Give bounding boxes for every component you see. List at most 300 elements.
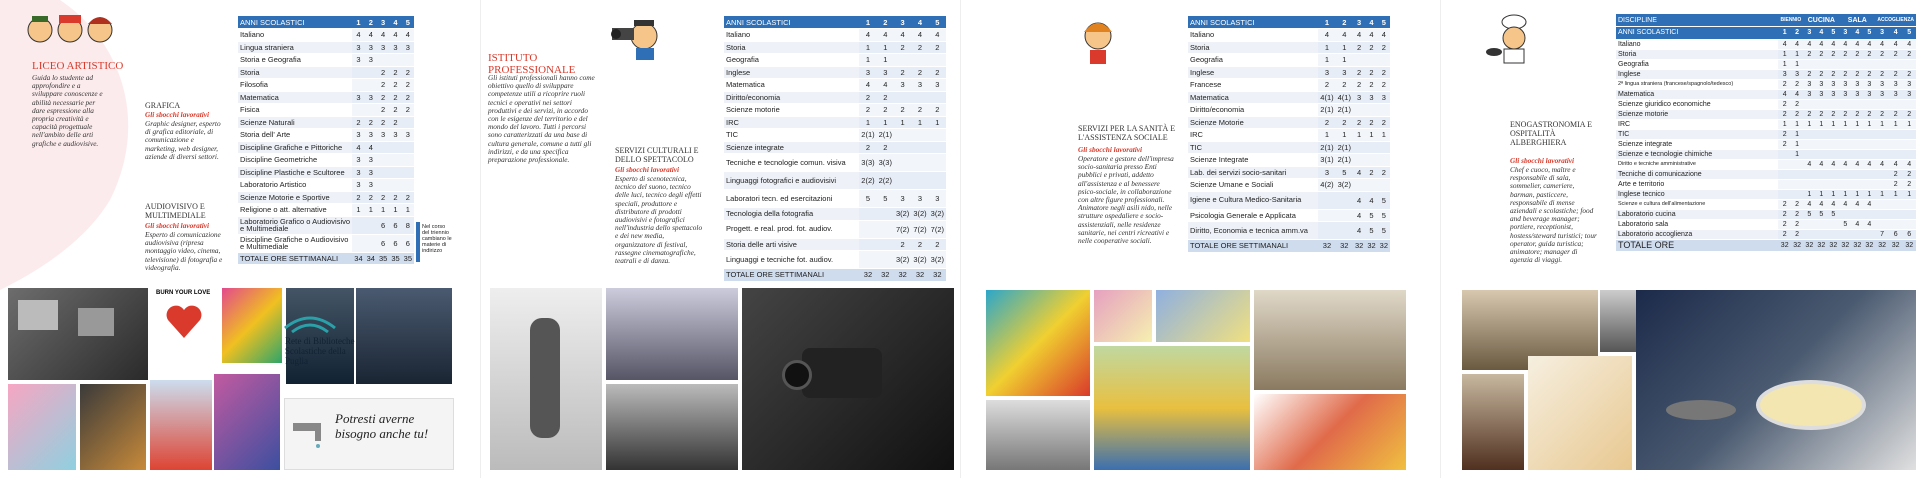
note-marker: [416, 222, 420, 262]
hours-cell: 1: [1353, 129, 1365, 142]
subject-cell: Francese: [1188, 79, 1318, 92]
hours-cell: 2: [377, 104, 389, 117]
hours-cell: 4(1): [1320, 92, 1334, 102]
hours-cell: 2: [352, 191, 364, 204]
photo-gallery-screens: [356, 288, 452, 384]
total-value: 32: [877, 269, 894, 282]
section-name: SERVIZI PER LA SANITÀ E L'ASSISTENZA SOCIALE: [1078, 124, 1176, 142]
table-header-group: ACCOGLIENZA: [1875, 14, 1916, 27]
photo-filming: [606, 384, 738, 470]
hours-cell: 1: [1336, 129, 1353, 142]
hours-cell: 2: [1815, 109, 1827, 119]
table-row: [238, 141, 414, 154]
hours-cell: [894, 91, 911, 104]
total-label: TOTALE ORE: [1616, 239, 1778, 252]
hours-cell: [1839, 209, 1851, 219]
hours-cell: 2: [1336, 79, 1353, 92]
hours-cell: 2: [1839, 69, 1851, 79]
hours-cell: 1: [1365, 129, 1377, 142]
total-value: 35: [391, 253, 400, 263]
hours-cell: 3: [352, 54, 364, 67]
hours-cell: 4: [365, 29, 377, 42]
hours-cell: [1902, 199, 1916, 209]
subject-cell: Scienze giuridico economiche: [1616, 99, 1778, 109]
hours-cell: 1: [1863, 119, 1875, 129]
table-row: [724, 79, 946, 92]
table-header-year: 3: [1839, 27, 1851, 40]
hours-cell: [1353, 154, 1365, 167]
hours-cell: 2: [1889, 109, 1903, 119]
hours-cell: 3: [1365, 91, 1377, 104]
table-row: [1188, 191, 1390, 209]
hours-cell: 1: [1791, 129, 1803, 139]
hours-cell: [1851, 169, 1863, 179]
hours-cell: [1378, 154, 1390, 167]
hours-cell: 3: [1318, 66, 1335, 79]
table-row: [238, 116, 414, 129]
hours-cell: [1815, 99, 1827, 109]
table-header-year: 2: [1336, 16, 1353, 29]
schedule-table: [238, 16, 414, 265]
hours-cell: 3: [352, 129, 364, 142]
hours-cell: [1839, 129, 1851, 139]
hours-cell: [1875, 59, 1889, 69]
hours-cell: [1815, 179, 1827, 189]
hours-cell: [1889, 149, 1903, 159]
heart-icon: [164, 302, 204, 342]
table-header-year: 5: [1827, 27, 1839, 40]
table-header-year: 1: [352, 16, 364, 29]
girl-mascot-icon: [1078, 14, 1118, 66]
hours-cell: 1: [1827, 189, 1839, 199]
hours-cell: 1: [877, 116, 894, 129]
table-header-disciplines: DISCIPLINE: [1616, 14, 1778, 27]
subject-cell: Scienze e tecnologie chimiche: [1616, 149, 1778, 159]
hours-cell: [1815, 169, 1827, 179]
total-label: TOTALE ORE SETTIMANALI: [238, 252, 352, 265]
hours-cell: 1: [1863, 189, 1875, 199]
hours-cell: [1318, 222, 1335, 240]
hours-cell: [929, 141, 946, 154]
table-row: [724, 129, 946, 142]
hours-cell: 2: [1318, 79, 1335, 92]
hours-cell: [929, 54, 946, 67]
hours-cell: 1: [1803, 189, 1815, 199]
hours-cell: 2: [894, 104, 911, 117]
hours-cell: 4: [352, 141, 364, 154]
hours-cell: 2: [1875, 49, 1889, 59]
hours-cell: 4: [1863, 199, 1875, 209]
cameraman-mascot-icon: [610, 14, 662, 60]
hours-cell: 2: [1889, 49, 1903, 59]
hours-cell: 4: [1365, 29, 1377, 42]
table-row: [1188, 209, 1390, 222]
total-value: 32: [1902, 239, 1916, 252]
hours-cell: 4: [1902, 159, 1916, 169]
table-header-year: 2: [877, 16, 894, 29]
hours-cell: 1: [1827, 119, 1839, 129]
hours-cell: [877, 251, 894, 269]
hours-cell: 5: [877, 190, 894, 208]
subject-cell: Storia e Geografia: [238, 54, 352, 67]
hours-cell: [1875, 129, 1889, 139]
hours-cell: 2: [1902, 169, 1916, 179]
hours-cell: 2: [859, 141, 876, 154]
hours-cell: 2: [1378, 166, 1390, 179]
hours-cell: 3: [1889, 89, 1903, 99]
hours-cell: [1353, 141, 1365, 154]
subject-cell: Religione o att. alternative: [238, 204, 352, 217]
photo-paper-boats: [1254, 394, 1406, 470]
hours-cell: 2: [389, 79, 401, 92]
total-value: 32: [1778, 239, 1790, 252]
table-header-label: ANNI SCOLASTICI: [1616, 27, 1778, 40]
table-row: [724, 220, 946, 238]
hours-cell: 3: [1803, 89, 1815, 99]
hours-cell: 1: [859, 41, 876, 54]
hours-cell: 2: [389, 104, 401, 117]
hours-cell: 4: [1815, 39, 1827, 49]
hours-cell: [1827, 59, 1839, 69]
hours-cell: 2: [1778, 199, 1790, 209]
hours-cell: 2: [1778, 139, 1790, 149]
subject-cell: TIC: [1616, 129, 1778, 139]
hours-cell: [352, 104, 364, 117]
hours-cell: [389, 54, 401, 67]
subject-cell: Laboratorio Artistico: [238, 179, 352, 192]
total-value: 32: [1851, 239, 1863, 252]
hours-cell: 1: [1336, 41, 1353, 54]
hours-cell: [389, 166, 401, 179]
table-row: [238, 104, 414, 117]
hours-cell: [1815, 59, 1827, 69]
hours-cell: 4: [1365, 191, 1377, 209]
hours-cell: [1778, 149, 1790, 159]
hours-cell: [1378, 141, 1390, 154]
hours-cell: 2: [1378, 66, 1390, 79]
hours-cell: [1875, 209, 1889, 219]
hours-cell: 2: [911, 66, 928, 79]
table-row: [1188, 66, 1390, 79]
hours-cell: [352, 234, 364, 252]
table-row: [1616, 89, 1916, 99]
hours-cell: 2: [377, 191, 389, 204]
hours-cell: [1336, 222, 1353, 240]
hours-cell: 2: [1365, 79, 1377, 92]
hours-cell: [1902, 59, 1916, 69]
hours-cell: 2: [1839, 109, 1851, 119]
total-value: 32: [1791, 239, 1803, 252]
table-header-year: 4: [1815, 27, 1827, 40]
table-row: [238, 54, 414, 67]
subject-cell: Laboratorio Grafico o Audiovisivo e Multimediale: [238, 216, 352, 234]
subject-cell: TIC: [724, 129, 859, 142]
section-name: GRAFICA: [145, 101, 181, 110]
hours-cell: [1365, 54, 1377, 67]
hours-cell: [894, 141, 911, 154]
hours-cell: [911, 91, 928, 104]
subject-cell: Scienze integrate: [724, 141, 859, 154]
hours-cell: 2: [1902, 179, 1916, 189]
hours-cell: 3(3): [877, 154, 894, 172]
table-header-year: 3: [1875, 27, 1889, 40]
hours-cell: 3: [1791, 69, 1803, 79]
hours-cell: 2: [389, 116, 401, 129]
hours-cell: [1318, 191, 1335, 209]
subject-cell: Inglese: [724, 66, 859, 79]
library-network-icon: [280, 306, 340, 336]
hours-cell: 3: [1863, 89, 1875, 99]
schedule-table: [1188, 16, 1390, 253]
panel-liceo-artistico: [0, 0, 480, 478]
hours-cell: [1336, 191, 1353, 209]
hours-cell: [1827, 229, 1839, 239]
hours-cell: [929, 91, 946, 104]
subject-cell: Scienze Umane e Sociali: [1188, 179, 1318, 192]
table-body: [1616, 39, 1916, 239]
table-row: [1188, 154, 1390, 167]
subject-cell: Geografia: [1188, 54, 1318, 67]
hours-cell: 1: [1889, 119, 1903, 129]
hours-cell: [929, 129, 946, 142]
hours-cell: 1: [1902, 119, 1916, 129]
hours-cell: [377, 54, 389, 67]
photo-outdoor-game: [1254, 290, 1406, 390]
table-row: [724, 29, 946, 42]
hours-cell: 4: [365, 141, 377, 154]
table-row: [1188, 141, 1390, 154]
table-header-year: 5: [929, 16, 946, 29]
section-name: AUDIOVISIVO E MULTIMEDIALE: [145, 202, 206, 220]
hours-cell: 4: [1839, 199, 1851, 209]
hours-cell: 3: [894, 79, 911, 92]
hours-cell: 2: [1851, 69, 1863, 79]
table-row: [1616, 219, 1916, 229]
hours-cell: 1: [1378, 129, 1390, 142]
hours-cell: [1815, 139, 1827, 149]
table-header-year: 4: [911, 16, 928, 29]
hours-cell: [929, 172, 946, 190]
hours-cell: [1378, 104, 1390, 117]
subject-cell: Inglese tecnico: [1616, 189, 1778, 199]
table-row: [724, 54, 946, 67]
section-jobs-label: Gli sbocchi lavorativi: [145, 110, 210, 119]
hours-cell: [1803, 129, 1815, 139]
hours-cell: 3: [1778, 69, 1790, 79]
hours-cell: 2: [1378, 79, 1390, 92]
total-value: 32: [1815, 239, 1827, 252]
hours-cell: 3: [389, 41, 401, 54]
hours-cell: 4: [1875, 159, 1889, 169]
hours-cell: 3: [1889, 79, 1903, 89]
total-value: 32: [1336, 240, 1353, 253]
total-value: 32: [929, 269, 946, 282]
hours-cell: 3: [365, 41, 377, 54]
hours-cell: [894, 54, 911, 67]
table-header-group: BIENNIO: [1778, 14, 1803, 27]
hours-cell: 3: [1353, 91, 1365, 104]
subject-cell: Tecniche di comunicazione: [1616, 169, 1778, 179]
total-value: 34: [354, 253, 363, 263]
subject-cell: Storia: [238, 66, 352, 79]
subject-cell: Discipline Geometriche: [238, 154, 352, 167]
table-body: [724, 29, 946, 269]
hours-cell: 2: [1791, 199, 1803, 209]
hours-cell: 4: [1827, 159, 1839, 169]
table-row: [1616, 199, 1916, 209]
hours-cell: 3: [402, 41, 414, 54]
hours-cell: 2: [377, 66, 389, 79]
hours-cell: [1353, 54, 1365, 67]
hours-cell: [1889, 129, 1903, 139]
table-header-label: ANNI SCOLASTICI: [724, 16, 859, 29]
hours-cell: [1851, 139, 1863, 149]
hours-cell: [1803, 229, 1815, 239]
total-value: 32: [1863, 239, 1875, 252]
table-header-year: 3: [1803, 27, 1815, 40]
hours-cell: [1803, 99, 1815, 109]
total-value: 32: [1875, 239, 1889, 252]
table-header-year: 5: [402, 16, 414, 29]
hours-cell: [1851, 99, 1863, 109]
hours-cell: 4: [389, 29, 401, 42]
hours-cell: [1839, 139, 1851, 149]
table-header-year: 1: [1318, 16, 1335, 29]
table-header-year: 4: [389, 16, 401, 29]
subject-cell: Storia: [1616, 49, 1778, 59]
total-value: 35: [403, 253, 412, 263]
hours-cell: 2: [1353, 116, 1365, 129]
hours-cell: 3: [377, 129, 389, 142]
section-jobs: Esperto di comunicazione audiovisiva (ripresa montaggio video, cinema, televisione) di fotografia e videografia.: [145, 230, 223, 272]
hours-cell: 4: [1336, 29, 1353, 42]
table-row: [1616, 169, 1916, 179]
hours-cell: [1863, 59, 1875, 69]
hours-cell: 1: [365, 204, 377, 217]
table-row: [1616, 109, 1916, 119]
hours-cell: 1: [352, 204, 364, 217]
hours-cell: 2: [1902, 49, 1916, 59]
hours-cell: 2(1): [1320, 105, 1334, 115]
hours-cell: [352, 79, 364, 92]
hours-cell: [1365, 179, 1377, 192]
hours-cell: 2: [1791, 219, 1803, 229]
hours-cell: 5: [1365, 222, 1377, 240]
subject-cell: TIC: [1188, 141, 1318, 154]
hours-cell: 2: [1778, 79, 1790, 89]
hours-cell: 3(2): [894, 251, 911, 269]
hours-cell: [1827, 149, 1839, 159]
section-name: SERVIZI CULTURALI E DELLO SPETTACOLO: [615, 146, 699, 164]
hours-cell: 1: [859, 54, 876, 67]
total-label: TOTALE ORE SETTIMANALI: [724, 269, 859, 282]
hours-cell: 1: [859, 116, 876, 129]
hours-cell: 6: [402, 234, 414, 252]
hours-cell: 4: [1863, 219, 1875, 229]
hours-cell: [1851, 179, 1863, 189]
hours-cell: 4: [1353, 166, 1365, 179]
hours-cell: [377, 154, 389, 167]
table-header-year: 1: [1778, 27, 1790, 40]
hours-cell: 2: [1353, 66, 1365, 79]
hours-cell: 2: [377, 79, 389, 92]
hours-cell: 5: [1365, 209, 1377, 222]
hours-cell: 5: [859, 190, 876, 208]
hours-cell: 2: [402, 104, 414, 117]
schedule-table: [724, 16, 946, 282]
photo-computer-lab: [8, 288, 148, 380]
table-row: [724, 91, 946, 104]
hours-cell: 3: [859, 66, 876, 79]
hours-cell: [911, 54, 928, 67]
hours-cell: 2: [911, 41, 928, 54]
hours-cell: 2: [894, 66, 911, 79]
table-row: [724, 116, 946, 129]
table-row: [238, 129, 414, 142]
hours-cell: 4: [1889, 159, 1903, 169]
hours-cell: 3: [352, 91, 364, 104]
hours-cell: 1: [1902, 189, 1916, 199]
subject-cell: Lab. dei servizi socio-sanitari: [1188, 166, 1318, 179]
hours-cell: [1875, 219, 1889, 229]
poster-slogan: Potresti averne bisogno anche tu!: [335, 411, 429, 441]
hours-cell: 2: [859, 91, 876, 104]
table-row: [1616, 159, 1916, 169]
hours-cell: 3: [911, 79, 928, 92]
total-value: 32: [1827, 239, 1839, 252]
table-row: [238, 79, 414, 92]
hours-cell: 2: [1353, 79, 1365, 92]
hours-cell: 3: [365, 154, 377, 167]
hours-cell: [1791, 179, 1803, 189]
hours-cell: [1851, 229, 1863, 239]
hours-cell: [1803, 169, 1815, 179]
school-description: Guida lo studente ad approfondire e a sviluppare conoscenze e abilità necessarie per dare espressione alla propria creatività e capacità progettuale nell'ambito delle arti grafiche e audiovisive.: [32, 73, 103, 148]
hours-cell: 4: [929, 29, 946, 42]
table-row: [1188, 222, 1390, 240]
hours-cell: 2: [1827, 69, 1839, 79]
hours-cell: 4: [1791, 39, 1803, 49]
hours-cell: [402, 166, 414, 179]
hours-cell: 1: [1778, 49, 1790, 59]
hours-cell: 4: [859, 29, 876, 42]
faucet-icon: [289, 409, 329, 449]
hours-cell: 3: [352, 166, 364, 179]
hours-cell: 4: [1863, 39, 1875, 49]
hours-cell: 2: [1803, 109, 1815, 119]
photo-kids-room: [1156, 290, 1250, 342]
hours-cell: 4: [1803, 199, 1815, 209]
hours-cell: [365, 216, 377, 234]
table-total-row: [1616, 239, 1916, 252]
hours-cell: 3(2): [930, 209, 944, 219]
section-jobs-label: Gli sbocchi lavorativi: [1510, 156, 1575, 165]
table-row: [724, 238, 946, 251]
hours-cell: 6: [1902, 229, 1916, 239]
hours-cell: 1: [402, 204, 414, 217]
hours-cell: 5: [1815, 209, 1827, 219]
hours-cell: [1378, 179, 1390, 192]
table-header-group: CUCINA: [1803, 14, 1839, 27]
subject-cell: Arte e territorio: [1616, 179, 1778, 189]
total-value: 32: [1318, 240, 1335, 253]
hours-cell: [1851, 209, 1863, 219]
hours-cell: 4: [1851, 199, 1863, 209]
table-row: [1188, 54, 1390, 67]
hours-cell: [365, 234, 377, 252]
poster-burn-your-love: [152, 288, 220, 370]
artwork-bus: [150, 380, 212, 470]
